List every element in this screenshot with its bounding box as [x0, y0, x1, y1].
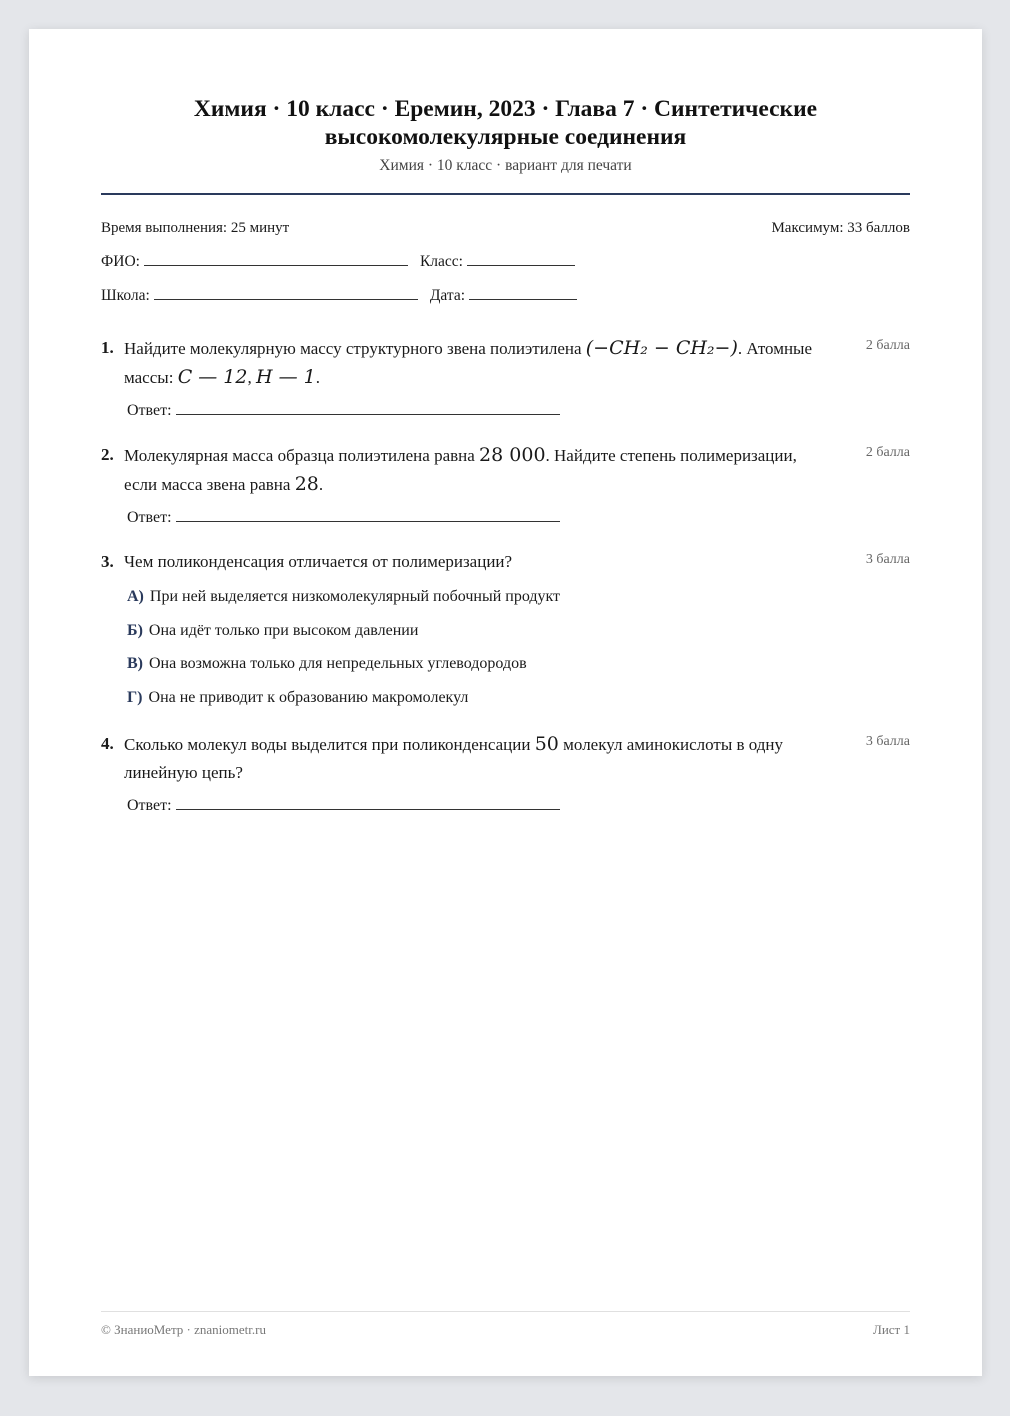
option-b[interactable]	[127, 622, 418, 640]
header-divider	[101, 193, 910, 195]
fio-class-row	[101, 253, 587, 271]
fio-label: ФИО:	[101, 253, 140, 270]
formula: 50	[534, 733, 559, 755]
option-c[interactable]	[127, 655, 527, 673]
formula: 28 000	[479, 444, 546, 466]
page-content	[101, 29, 910, 1376]
date-field[interactable]	[469, 298, 577, 300]
option-letter: Б)	[127, 622, 143, 639]
task-text: Сколько молекул воды выделится при поликонденсации 50 молекул аминокислоты в одну линейную цепь?	[124, 733, 784, 782]
page-number: Лист 1	[873, 1322, 910, 1337]
answer-row-1	[127, 402, 560, 420]
task-number: 2.	[101, 445, 114, 464]
max-score: Максимум: 33 баллов	[771, 220, 910, 236]
formula: H — 1	[255, 366, 316, 388]
task-points: 2 балла	[865, 445, 910, 460]
school-date-row	[101, 287, 589, 305]
task-number: 1.	[101, 338, 114, 357]
fio-field[interactable]	[144, 264, 408, 266]
date-label: Дата:	[429, 287, 466, 304]
option-text: При ней выделяется низкомолекулярный побочный продукт	[149, 588, 561, 605]
task-3	[101, 548, 910, 576]
option-text: Она идёт только при высоком давлении	[148, 622, 419, 639]
page-subtitle: Химия · 10 класс · вариант для печати	[379, 157, 632, 174]
task-text: Найдите молекулярную массу структурного звена полиэтилена (−CH₂ − CH₂−). Атомные массы: C — 12, H — 1.	[124, 337, 813, 388]
footer-divider	[101, 1311, 910, 1312]
task-number: 4.	[101, 734, 114, 753]
answer-field[interactable]	[176, 413, 560, 415]
task-2	[101, 441, 910, 499]
page-footer	[101, 1322, 910, 1338]
task-points: 3 балла	[865, 552, 910, 567]
task-4	[101, 730, 910, 787]
page-title: Химия · 10 класс · Еремин, 2023 · Глава 7 · Синтетические высокомолекулярные соединения	[193, 96, 818, 150]
answer-field[interactable]	[176, 520, 560, 522]
option-text: Она возможна только для непредельных углеводородов	[149, 655, 527, 672]
school-field[interactable]	[154, 298, 418, 300]
task-text: Молекулярная масса образца полиэтилена равна 28 000. Найдите степень полимеризации, если масса звена равна 28.	[124, 444, 797, 495]
formula: (−CH₂ − CH₂−)	[585, 337, 738, 359]
option-a[interactable]	[127, 588, 560, 606]
formula: C — 12	[177, 366, 248, 388]
answer-label: Ответ:	[127, 797, 172, 814]
option-letter: Г)	[127, 689, 143, 706]
meta-row	[101, 220, 910, 237]
class-label: Класс:	[419, 253, 463, 270]
answer-row-4	[127, 797, 560, 815]
task-points: 3 балла	[865, 734, 910, 749]
school-label: Школа:	[101, 287, 150, 304]
time-limit: Время выполнения: 25 минут	[101, 220, 290, 236]
class-field[interactable]	[467, 264, 575, 266]
answer-label: Ответ:	[127, 509, 172, 526]
task-text: Чем поликонденсация отличается от полимеризации?	[124, 552, 513, 571]
answer-label: Ответ:	[127, 402, 172, 419]
task-number: 3.	[101, 552, 114, 571]
answer-field[interactable]	[176, 808, 560, 810]
option-letter: В)	[127, 655, 143, 672]
option-d[interactable]	[127, 689, 468, 707]
answer-row-2	[127, 509, 560, 527]
option-letter: А)	[127, 588, 144, 605]
worksheet-page	[29, 29, 982, 1376]
task-1	[101, 334, 910, 392]
option-text: Она не приводит к образованию макромолекул	[148, 689, 469, 706]
footer-copyright: © ЗнаниоМетр · znaniometr.ru	[101, 1322, 266, 1337]
formula: 28	[294, 473, 319, 495]
task-points: 2 балла	[865, 338, 910, 353]
